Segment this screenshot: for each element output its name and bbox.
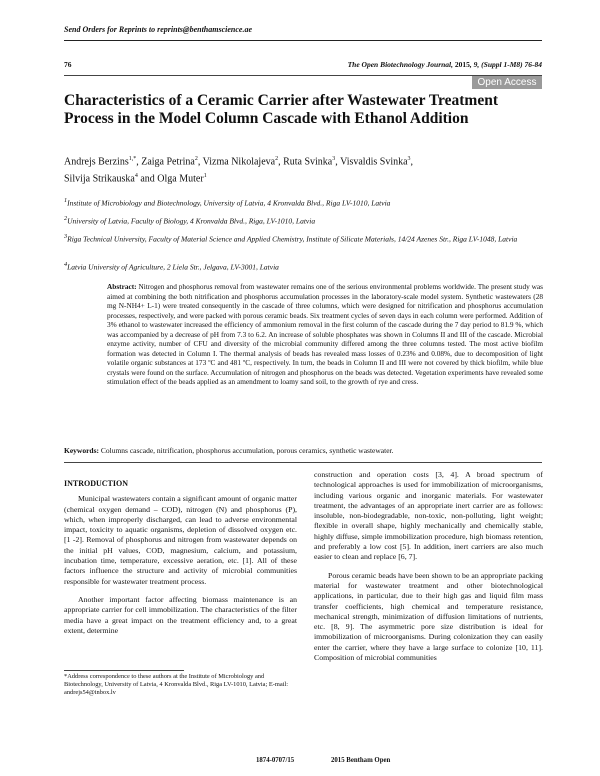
footnote-rule	[64, 670, 184, 671]
abstract-label: Abstract:	[107, 282, 137, 291]
reprint-notice: Send Orders for Reprints to reprints@benthamscience.ae	[64, 25, 252, 34]
journal-citation	[348, 60, 542, 69]
header-rule	[64, 40, 542, 41]
paragraph: construction and operation costs [3, 4]. A broad spectrum of technological approaches is used for immobilization of microorganisms, including various organic and inorganic materials. For wastewater treatment, the advantages of an appropriate inert carrier are as follows: insoluble, non-biodegradable, non-toxic, non-polluting, light weight; flexible in overall shape, highly mechanically and chemically stable, highly diffuse, simple immobilization procedure, high biomass retention, and preferably a low cost [5]. In addition, inert carriers are also much easier to clean and replace [6, 7].	[314, 470, 543, 562]
abstract-text: Nitrogen and phosphorus removal from wastewater remains one of the serious environmental problems worldwide. The present study was aimed at combining the both nitrification and phosphorus accumulation processes in the laboratory-scale model system. Synthetic wastewaters (28 mg N-NH4+ L-1) were treated consequently in the cascade of three columns, which were designed for nitrification and phosphorus accumulation processes, respectively, and were packed with porous ceramic beads. Six treatment cycles of seven days in each column were performed. Addition of 3% ethanol to wastewater increased the efficiency of ammonium removal in the first column of the cascade during the 7 day period to 81.9 %, which was accompanied by a decrease of pH from 7.3 to 6.2. An increase of soluble phosphates was shown in Columns II and III of the cascade. Microbial enzyme activity, number of CFU and diversity of the microbial community differed among the three columns tested. The most active biofilm formation was detected in Column I. The thermal analysis of beads has revealed mass losses of 0.23% and 0.08%, due to decomposition of light volatile organic substances at 173 ºC and 481 ºC, respectively. In turn, the beads in Column II and III were not covered by thick biofilm, while blue crystals were found on the surface. Accumulation of nitrogen and phosphorus on the beads was detected. Vegetation experiments have revealed some stimulation effect of the beads applied as an amendment to loamy sand soil, to the growth of rye and cress.	[107, 282, 543, 386]
author: Zaiga Petrina	[141, 156, 195, 168]
keywords-label: Keywords:	[64, 446, 99, 455]
affiliation-3: $^3$Riga Technical University, Faculty of Material Science and Applied Chemistry, Institute of Silicate Materials, 14/24 Azenes Str., Riga LV-1048, Latvia	[64, 233, 518, 244]
abstract	[107, 282, 543, 387]
publisher-line: 2015 Bentham Open	[331, 757, 391, 764]
correspondence-footnote: *Address correspondence to these authors at the Institute of Microbiology and Biotechnology, University of Latvia, 4 Kronvalda Blvd., Riga LV-1010, Latvia; E-mail: andrejs54@inbox.lv	[64, 673, 288, 696]
author-list: Andrejs Berzins$^{1,*}$, Zaiga Petrina$^2$, Vizma Nikolajeva$^2$, Ruta Svinka$^3$, Visvaldis Svinka$^3$, Silvija Strikauska$^4$ and Olga Muter$^1$	[64, 156, 414, 185]
author: Silvija Strikauska	[64, 173, 135, 185]
paragraph: Another important factor affecting biomass maintenance is an appropriate carrier for cell immobilization. The characteristics of the filter media have a great impact on the treatment efficiency and, to a great extent, determine	[64, 594, 297, 635]
section-heading-introduction: INTRODUCTION	[64, 479, 129, 488]
affiliation-1: $^1$Institute of Microbiology and Biotechnology, University of Latvia, 4 Kronvalda Blvd., Riga LV-1010, Latvia	[64, 197, 391, 208]
keywords	[64, 446, 544, 455]
author: Andrejs Berzins	[64, 156, 129, 168]
section-rule	[64, 462, 542, 463]
affiliation-2: $^2$University of Latvia, Faculty of Biology, 4 Kronvalda Blvd., Riga, LV-1010, Latvia	[64, 215, 316, 226]
author: Visvaldis Svinka	[340, 156, 408, 168]
journal-year: 2015	[454, 60, 470, 69]
paragraph: Porous ceramic beads have been shown to be an appropriate packing material for wastewater treatment and other biotechnological applications, in particular, due to their high gas and liquid film mass transfer coefficients, high chemical and temperature resistance, mechanical strength, minimization of diffusion limitations of nutrients, etc. [8, 9]. The asymmetric pore size distribution is ideal for immobilization of microorganisms. During colonization they can easily enter the carrier, where they have a large surface to colonize [10, 11]. Composition of microbial communities	[314, 570, 543, 663]
article-title: Characteristics of a Ceramic Carrier after Wastewater Treatment Process in the Model Column Cascade with Ethanol Addition	[64, 92, 498, 127]
journal-volume: , 9, (Suppl 1-M8) 76-84	[469, 60, 542, 69]
header-rule-2	[64, 75, 542, 76]
open-access-badge: Open Access	[472, 76, 542, 89]
journal-name: The Open Biotechnology Journal,	[347, 60, 455, 69]
left-column	[64, 479, 297, 644]
paragraph: Municipal wastewaters contain a significant amount of organic matter (chemical oxygen demand – COD), nitrogen (N) and phosphorus (P), which, when improperly discharged, can lead to adverse environmental impact, toxicity to aquatic organisms, depletion of dissolved oxygen etc. [1 -2]. Removal of phosphorus and nitrogen from wastewater depends on the initial pH values, COD, magnesium, calcium, and potassium, incubation time, temperature, excessive aeration, etc. [1]. All of these factors influence the structure and activity of microbial communities responsible for wastewater treatment process.	[64, 494, 297, 586]
author: Olga Muter	[157, 173, 204, 185]
page-number: 76	[64, 60, 72, 69]
author: Vizma Nikolajeva	[202, 156, 276, 168]
keywords-text: Columns cascade, nitrification, phosphorus accumulation, porous ceramics, synthetic wastewater.	[99, 446, 394, 455]
affiliation-4: $^4$Latvia University of Agriculture, 2 Liela Str., Jelgava, LV-3001, Latvia	[64, 261, 279, 272]
issn: 1874-0707/15	[256, 757, 295, 764]
author: Ruta Svinka	[283, 156, 333, 168]
right-column	[314, 470, 543, 671]
